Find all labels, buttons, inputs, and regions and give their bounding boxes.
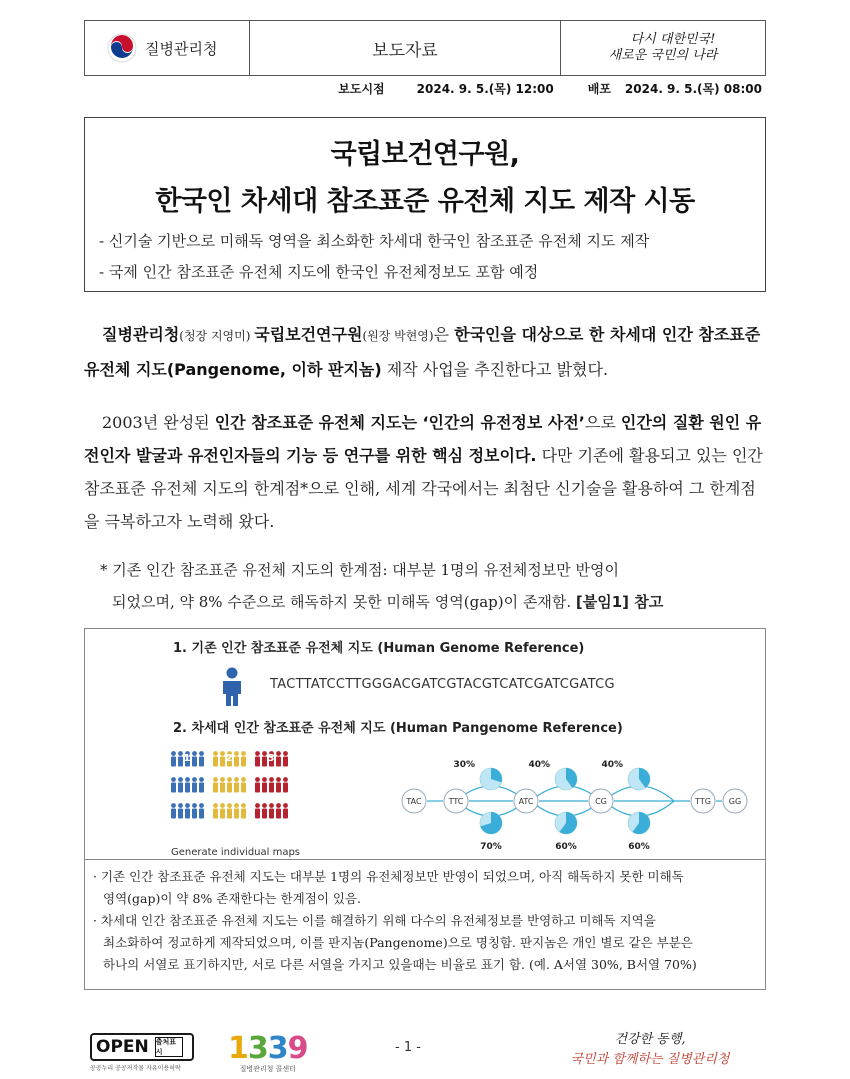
person-figure [269,777,274,792]
person-figure [199,751,204,766]
pangenome-figure [84,628,766,860]
press-release-header [84,20,766,76]
headline-line1: 국립보건연구원, [330,139,520,170]
person-figure [255,803,260,818]
p2-text-mid: 으로 [584,413,621,432]
person-figure [213,777,218,792]
caption-line5: 하나의 서열로 표기하지만, 서로 다른 서열을 가지고 있을때는 비율로 표기 함. (예. A서열 30%, B서열 70%) [103,957,697,972]
person-figure [171,777,176,792]
person-figure [276,751,281,766]
person-figure [178,751,183,766]
person-figure [178,803,183,818]
attribution-badge: 출처표시 [155,1037,183,1057]
group-number-label: 2 [225,753,233,764]
distribute-time-value: 2024. 9. 5.(목) 08:00 [624,82,762,96]
footnote-line2-wrap [100,586,766,618]
variant-ratio-pie [555,812,577,834]
sequence-node [402,789,426,813]
p2-bold-core: 인간의 질환 원인 유전인자 발굴과 유전인자들의 기능 등 연구를 위한 핵심 정보이다. [84,413,762,465]
person-figure [171,751,176,766]
open-license-box [90,1033,194,1061]
svg-text:TTG: TTG [695,797,711,806]
generate-maps-label: Generate individual maps [171,847,301,858]
caption-line2: 영역(gap)이 약 8% 존재한다는 한계점이 있음. [103,891,362,906]
bottom-percent-label: 70% [480,842,502,849]
person-grid [171,751,288,818]
person-figure [283,751,288,766]
person-figure [220,803,225,818]
footnote-line2: 되었으며, 약 8% 수준으로 해독하지 못한 미해독 영역(gap)이 존재함. [112,593,576,611]
person-figure [255,751,260,766]
footer-slogan [535,1030,765,1070]
header-slogan [560,21,765,75]
appendix-reference: [붙임1] 참고 [575,593,664,611]
person-figure [185,803,190,818]
caption-line1: · 기존 인간 참조표준 유전체 지도는 대부분 1명의 유전체정보만 반영이 되었으며, 아직 해독하지 못한 미해독 [93,869,684,884]
variant-ratio-pie [555,768,577,790]
footer-slogan-line2: 국민과 함께하는 질병관리청 [570,1052,730,1067]
group-number-label: 1 [183,753,191,764]
sequence-node [589,789,613,813]
p1-text: 은 [433,325,455,344]
person-figure [276,803,281,818]
p2-text-end: 다만 기존에 활용되고 있는 인간 참조표준 유전체 지도의 한계점*으로 인해, 세계 각국에서는 최첨단 신기술을 활용하여 그 한계점을 극복하고자 노력해 왔다. [84,446,763,531]
body-paragraph-1 [84,318,766,386]
variant-ratio-pie [480,768,502,790]
person-figure [234,751,239,766]
pangenome-graph [402,760,747,849]
person-figure [227,803,232,818]
person-figure [178,777,183,792]
figure-heading-1: 1. 기존 인간 참조표준 유전체 지도 (Human Genome Reference) [173,641,585,656]
group-number-label: 3 [267,753,275,764]
svg-text:CG: CG [595,797,607,806]
doc-type-label: 보도자료 [372,40,438,61]
person-figure [227,777,232,792]
sequence-node [444,789,468,813]
release-time-value: 2024. 9. 5.(목) 12:00 [416,82,554,96]
variant-ratio-pie [628,812,650,834]
person-figure [213,751,218,766]
person-figure [220,751,225,766]
person-figure [171,803,176,818]
person-figure [192,777,197,792]
person-figure [234,777,239,792]
footer-slogan-line1: 건강한 동행, [614,1032,686,1047]
reference-sequence: TACTTATCCTTGGGACGATCGTACGTCATCGATCGATCG [270,677,615,692]
p1-org-head: (청장 지영미) [179,329,255,343]
top-percent-label: 40% [528,760,550,770]
person-figure [283,803,288,818]
svg-text:TAC: TAC [406,797,422,806]
svg-text:ATC: ATC [518,797,534,806]
person-icon [221,667,243,707]
person-figure [262,751,267,766]
person-figure [262,777,267,792]
p2-bold-reference: 인간 참조표준 유전체 지도는 ‘인간의 유전정보 사전’ [214,413,585,432]
p2-text-start: 2003년 완성된 [102,413,215,432]
header-slogan-line1: 다시 대한민국! [630,32,716,47]
footnote-line1: * 기존 인간 참조표준 유전체 지도의 한계점: 대부분 1명의 유전체정보만 반영이 [100,561,619,579]
subheadline-1: - 신기술 기반으로 미해독 영역을 최소화한 차세대 한국인 참조표준 유전체 지도 제작 [99,232,650,250]
variant-ratio-pie [480,812,502,834]
p1-bold-org: 질병관리청 [102,325,180,344]
p1-bold-institute: 국립보건연구원 [254,325,363,344]
individual-maps-graphic [169,749,749,849]
top-percent-label: 40% [601,760,623,770]
variant-ratio-pie [628,768,650,790]
figure-caption [84,860,766,990]
person-figure [192,751,197,766]
person-figure [185,777,190,792]
page-number: - 1 - [395,1040,421,1055]
title-box [84,117,766,292]
callcenter-digit: 1 [228,1031,248,1066]
callcenter-label: 질병관리청 콜센터 [239,1065,296,1073]
person-figure [255,777,260,792]
release-dates [338,80,762,97]
open-label: OPEN [96,1037,149,1057]
figure-heading-2: 2. 차세대 인간 참조표준 유전체 지도 (Human Pangenome Reference) [173,721,623,736]
header-slogan-line2: 새로운 국민의 나라 [608,48,718,63]
person-figure [241,803,246,818]
person-figure [269,803,274,818]
open-license-logo [90,1033,194,1073]
svg-text:TTC: TTC [448,797,464,806]
top-percent-label: 30% [453,760,475,770]
callcenter-logo [228,1031,308,1074]
sequence-node [723,789,747,813]
person-figure [241,777,246,792]
person-figure [283,777,288,792]
person-figure [276,777,281,792]
org-name: 질병관리청 [145,39,218,58]
person-figure [262,803,267,818]
p1-institute-head: (원장 박현영) [362,329,434,343]
person-figure [241,751,246,766]
p1-text-end: 제작 사업을 추진한다고 밝혔다. [381,360,609,379]
caption-line4: 최소화하여 정교하게 제작되었으며, 이를 판지놈(Pangenome)으로 명칭함. 판지놈은 개인 별로 같은 부분은 [103,935,693,950]
sequence-node [691,789,715,813]
release-time-label: 보도시점 [338,82,385,96]
government-emblem-icon [107,33,137,63]
person-figure [192,803,197,818]
org-block [85,21,250,75]
person-figure [234,803,239,818]
person-figure [199,777,204,792]
footnote [100,554,766,618]
callcenter-digit: 3 [267,1031,288,1066]
distribute-time-label: 배포 [587,82,611,96]
person-figure [213,803,218,818]
svg-text:GG: GG [728,797,742,806]
bottom-percent-label: 60% [628,842,650,849]
person-figure [220,777,225,792]
callcenter-digit: 3 [247,1031,268,1066]
subheadline-2: - 국제 인간 참조표준 유전체 지도에 한국인 유전체정보도 포함 예정 [99,263,539,281]
sequence-node [514,789,538,813]
callcenter-number [228,1031,308,1066]
open-license-sub: 공공누리 공공저작물 자유이용허락 [90,1065,181,1072]
callcenter-digit: 9 [287,1031,308,1066]
p1-bold-project: 한국인을 대상으로 한 차세대 인간 참조표준 유전체 지도(Pangenome, 이하 판지놈) [84,325,761,379]
person-figure [199,803,204,818]
body-paragraph-2 [84,406,766,538]
bottom-percent-label: 60% [555,842,577,849]
caption-line3: · 차세대 인간 참조표준 유전체 지도는 이를 해결하기 위해 다수의 유전체정보를 반영하고 미해독 지역을 [93,913,656,928]
headline-line2: 한국인 차세대 참조표준 유전체 지도 제작 시동 [155,186,695,217]
